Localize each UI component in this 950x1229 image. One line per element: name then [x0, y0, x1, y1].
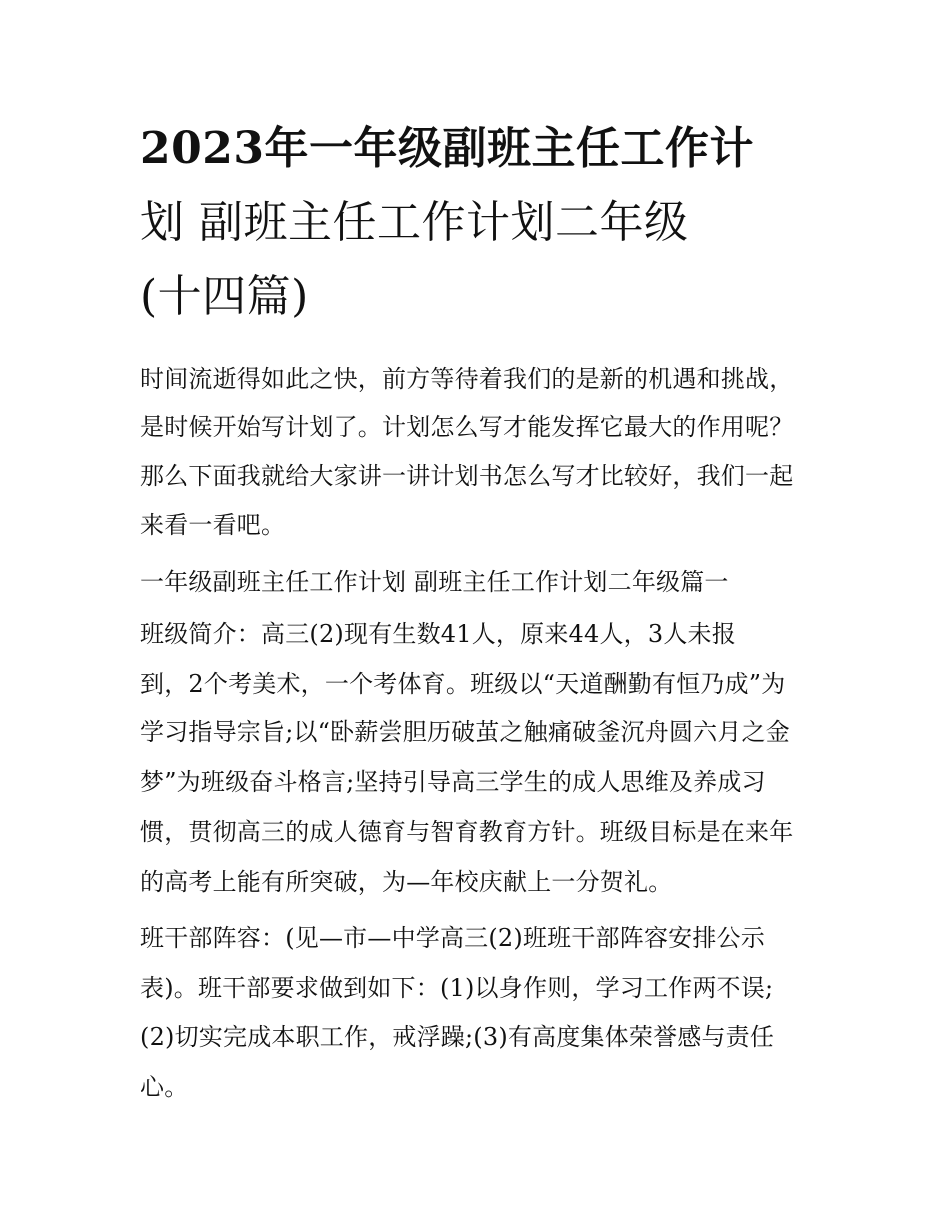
title-line-2: 划 副班主任工作计划二年级: [140, 197, 689, 248]
body-line-11: 的高考上能有所突破，为—年校庆献上一分贺礼。: [140, 868, 673, 896]
body-line-1: 时间流逝得如此之快，前方等待着我们的是新的机遇和挑战，: [140, 365, 794, 393]
document-title: [140, 112, 820, 334]
body-line-7: 到，2个考美术，一个考体育。班级以“天道酬勤有恒乃成”为: [140, 670, 786, 698]
body-line-8: 学习指导宗旨;以“卧薪尝胆历破茧之触痛破釜沉舟圆六月之金: [140, 718, 790, 746]
body-line-6: 班级简介：高三(2)现有生数41人，原来44人，3人未报: [140, 620, 736, 648]
body-line-13: 表)。班干部要求做到如下：(1)以身作则，学习工作两不误;: [140, 974, 774, 1002]
body-line-10: 惯，贯彻高三的成人德育与智育教育方针。班级目标是在来年: [140, 818, 794, 846]
title-line-3: (十四篇): [140, 271, 309, 322]
body-line-2: 是时候开始写计划了。计划怎么写才能发挥它最大的作用呢？: [140, 413, 794, 441]
title-line-1: 2023年一年级副班主任工作计: [140, 123, 754, 174]
body-line-15: 心。: [140, 1073, 189, 1101]
body-line-12: 班干部阵容：(见—市—中学高三(2)班班干部阵容安排公示: [140, 924, 765, 952]
body-line-9: 梦”为班级奋斗格言;坚持引导高三学生的成人思维及养成习: [140, 768, 766, 796]
body-line-3: 那么下面我就给大家讲一讲计划书怎么写才比较好，我们一起: [140, 462, 794, 490]
body-line-4: 来看一看吧。: [140, 511, 286, 539]
body-line-14: (2)切实完成本职工作，戒浮躁;(3)有高度集体荣誉感与责任: [140, 1023, 775, 1051]
section-heading: 一年级副班主任工作计划 副班主任工作计划二年级篇一: [140, 568, 729, 596]
